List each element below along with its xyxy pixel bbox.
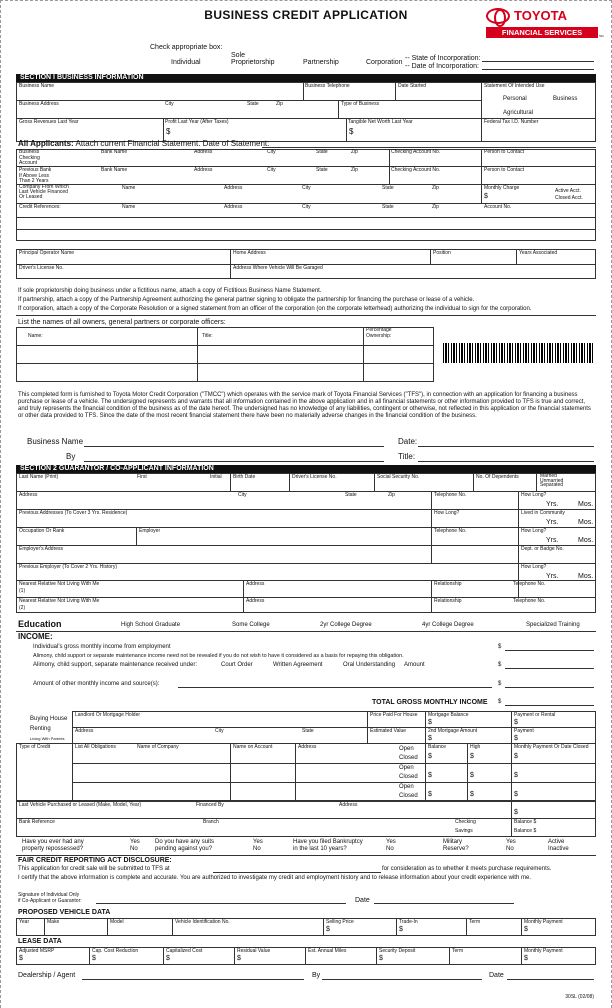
emp-addr-label: Employer's Address: [19, 546, 64, 552]
checkbox-sole[interactable]: Sole: [231, 52, 246, 59]
company-label: Name of Company: [137, 744, 179, 750]
total-income-field[interactable]: [505, 705, 594, 706]
form-code: 30SL (02/08): [565, 994, 594, 1000]
alimony-note: Alimony, child support or separate maintenance income need not be revealed if you do not wish to have it considered as a basis for repaying this obligation.: [33, 653, 404, 659]
housing-address-label: Address: [75, 728, 94, 734]
use-agricultural[interactable]: Agricultural: [503, 110, 534, 116]
note-sole: If sole proprietorship doing business under a fictitious name, attach a copy of Fictitious Business Name Statement.: [18, 288, 322, 294]
checking-label: Checking: [455, 819, 476, 825]
section2-header: SECTION 2 GUARANTOR / CO-APPLICANT INFORMATION: [16, 465, 596, 473]
dl-label: Driver's License No.: [292, 474, 337, 480]
lease-heading: LEASE DATA: [18, 938, 62, 945]
guarantor-state-label: State: [345, 492, 357, 498]
lease-monthly-label: Monthly Payment: [524, 948, 563, 954]
edu-c2[interactable]: 2yr College Degree: [320, 622, 372, 628]
sign-business-name-field[interactable]: [84, 446, 384, 447]
last-vehicle-label: Last Vehicle Purchased or Leased (Make, Model, Year): [19, 802, 142, 808]
vehicle-address-label: Address: [339, 802, 358, 808]
income-heading: INCOME:: [18, 632, 53, 641]
checking-balance: Balance $: [514, 819, 537, 825]
monthly-payment-label: Monthly Payment Or Date Closed: [514, 744, 589, 750]
bank-ref-label: Bank Reference: [19, 819, 55, 825]
statement-date-field[interactable]: [262, 147, 596, 148]
other-income-source-field[interactable]: [178, 687, 492, 688]
renting-option[interactable]: Renting: [30, 726, 51, 732]
ssn-label: Social Security No.: [377, 474, 420, 480]
military-inactive[interactable]: Inactive: [548, 846, 569, 852]
use-business[interactable]: Business: [553, 96, 578, 102]
closed-acct-option[interactable]: Closed Acct.: [555, 195, 583, 201]
dealer-agent-field[interactable]: [82, 979, 304, 980]
written-agreement-option[interactable]: Written Agreement: [273, 662, 323, 668]
sign-title-label: Title:: [398, 452, 416, 461]
income-gross-label: Individual's gross monthly income from employment: [33, 644, 171, 650]
guarantor-zip-label: Zip: [388, 492, 395, 498]
certification-text: This completed form is furnished to Toyota Motor Credit Corporation ("TMCC") which operates with the service mark of Toyota Financial Services ("TFS"), in connection with an application for financing a business purchase or lease of a vehicle. The undersigned represents and warrants that all information contained in the above application and in all financial statements or other information provided to TFS is true and correct, and truly represents the financial condition of the business as of the date hereof. The undersigned has no knowledge of any liabilities, contingent or otherwise, not reflected in this application or the financial statements or other data provided to TFS. Since the date of the most recent financial statement there have been no materially adverse changes in the financial condition of the business.: [18, 392, 591, 419]
bank-grid: [16, 149, 596, 241]
sign-title-field[interactable]: [418, 461, 594, 462]
owners-heading: List the names of all owners, general partners or corporate officers:: [18, 319, 226, 326]
position-label: Position: [433, 250, 451, 256]
note-corporation: If corporation, attach a copy of the Corporate Resolution or a signed statement from an officer of the corporation (on the corporate letterhead) authorizing the individual to sign for the corporation.: [18, 306, 532, 312]
total-income-label: TOTAL GROSS MONTHLY INCOME: [372, 699, 488, 706]
proposed-year-label: Year: [19, 919, 30, 925]
suits-no[interactable]: No: [253, 846, 261, 852]
suits-yes[interactable]: Yes: [253, 839, 263, 845]
edu-st[interactable]: Specialized Training: [526, 622, 580, 628]
fcra-certify: I certify that the above information is complete and accurate. You are authorized to investigate my credit and employment history and to release information about your credit experience with me.: [18, 875, 531, 881]
guarantor-city-label: City: [238, 492, 247, 498]
military-no[interactable]: No: [506, 846, 514, 852]
federal-tax-label: Federal Tax I.D. Number: [484, 119, 539, 125]
obligation-address-label: Address: [298, 744, 317, 750]
military-yes[interactable]: Yes: [506, 839, 516, 845]
military-question: Military: [443, 839, 462, 845]
bank-address-label: Address: [194, 149, 213, 155]
section1-header: SECTION I BUSINESS INFORMATION: [16, 74, 596, 82]
active-acct-option[interactable]: Active Acct.: [555, 188, 581, 194]
income-gross-field[interactable]: [505, 650, 594, 651]
lease-term-label: Term: [452, 948, 464, 954]
profit-label: Profit Last Year (After Taxes): [165, 119, 229, 125]
separated-option[interactable]: Separated: [540, 482, 564, 488]
principal-name-label: Principal Operator Name: [19, 250, 75, 256]
last-name-label: Last Name (Print): [19, 474, 59, 480]
company-from-label: Company From Which: [19, 184, 69, 190]
checkbox-individual[interactable]: Individual: [171, 59, 201, 66]
dealer-by-field[interactable]: [322, 979, 482, 980]
form-title: BUSINESS CREDIT APPLICATION: [204, 8, 408, 22]
bankruptcy-no[interactable]: No: [386, 846, 394, 852]
landlord-label: Landlord Or Mortgage Holder: [75, 712, 141, 718]
housing-city-label: City: [215, 728, 224, 734]
intended-use-label: Statement Of Intended Use: [484, 83, 545, 89]
obligation2-closed[interactable]: Closed: [399, 774, 418, 780]
dealer-agent-label: Dealership / Agent: [18, 972, 76, 979]
checking-no-label: Checking Account No.: [391, 149, 441, 155]
second-mortgage-label: 2nd Mortgage Amount: [428, 728, 478, 734]
security-deposit-label: Security Deposit: [379, 948, 416, 954]
fcra-date-field[interactable]: [374, 903, 514, 904]
fcra-line1b: for consideration as to whether it meets purchase requirements.: [382, 866, 552, 872]
account-no-label: Account No.: [484, 204, 512, 210]
housing-state-label: State: [302, 728, 314, 734]
sign-by-field[interactable]: [84, 461, 384, 462]
fcra-line1: This application for credit sale will be submitted to TFS at: [18, 866, 170, 872]
buying-house-option[interactable]: Buying House: [30, 716, 68, 722]
type-of-business-label: Type of Business: [341, 101, 380, 107]
initial-label: Initial: [210, 474, 222, 480]
education-label: Education: [18, 619, 62, 629]
checkbox-proprietorship: Proprietorship: [231, 59, 275, 66]
profit-dollar: $: [166, 127, 171, 136]
payment-rental-label: Payment or Rental: [514, 712, 556, 718]
balance-label: Balance: [428, 744, 447, 750]
repossessed-yes[interactable]: Yes: [130, 839, 140, 845]
years-associated-label: Years Associated: [519, 250, 558, 256]
price-paid-label: Price Paid For House: [370, 712, 418, 718]
obligations-label: List All Obligations: [75, 744, 116, 750]
date-inc-field[interactable]: [482, 69, 594, 70]
prev-addr-label: Previous Addresses (To Cover 3 Yrs. Residence): [19, 510, 128, 516]
city-label: City: [165, 101, 174, 107]
state-inc-label: -- State of Incorporation:: [405, 55, 481, 62]
housing-payment-label: Payment: [514, 728, 534, 734]
credit-refs-label: Credit References:: [19, 204, 61, 210]
fcra-location-field[interactable]: [213, 872, 381, 873]
signature-field[interactable]: [96, 903, 346, 904]
state-inc-field[interactable]: [482, 61, 594, 62]
section2-grid: [16, 473, 596, 613]
obligation1-closed[interactable]: Closed: [399, 755, 418, 761]
prev-addr-how-long: How Long?: [434, 510, 460, 516]
gross-revenues-label: Gross Revenues Last Year: [19, 119, 79, 125]
proposed-term-label: Term: [469, 919, 481, 925]
note-partnership: If partnership, attach a copy of the Partnership Agreement authorizing the general partner signing to obligate the partnership for financing the purchase or lease of a vehicle.: [18, 297, 475, 303]
relative2-label: Nearest Relative Not Living With Me: [19, 598, 100, 604]
branch-label: Branch: [203, 819, 219, 825]
edu-sc[interactable]: Some College: [232, 622, 270, 628]
sign-date-field[interactable]: [418, 446, 594, 447]
married-option[interactable]: Married: [540, 473, 557, 479]
logo-subtitle: FINANCIAL SERVICES: [486, 27, 598, 38]
edu-c4[interactable]: 4yr College Degree: [422, 622, 474, 628]
fcra-date-label: Date: [355, 897, 370, 904]
proposed-grid: [16, 918, 596, 936]
obligation2-open[interactable]: Open: [399, 765, 414, 771]
prev-bank-label: Previous Bank: [19, 167, 52, 173]
residual-label: Residual Value: [237, 948, 271, 954]
prev-bank-name-label: Bank Name: [101, 167, 128, 173]
owner-name-label: Name:: [28, 333, 43, 339]
home-address-label: Home Address: [233, 250, 266, 256]
tangible-label: Tangible Net Worth Last Year: [348, 119, 413, 125]
toyota-emblem-icon: [486, 8, 510, 24]
oral-understanding-option[interactable]: Oral Understanding: [343, 662, 396, 668]
check-label: Check appropriate box:: [150, 44, 223, 51]
alimony-amount-label: Amount: [404, 662, 425, 668]
applicants-sub: Attach current Financial Statement. Date of Statement:: [75, 139, 270, 148]
applicants-heading: All Applicants:: [18, 139, 74, 148]
alimony-amount-field[interactable]: [505, 668, 594, 669]
savings-balance: Balance $: [514, 828, 537, 834]
name-acct-label: Name on Account: [233, 744, 273, 750]
first-label: First: [137, 474, 147, 480]
other-income-field[interactable]: [505, 687, 594, 688]
bank-name-label: Bank Name: [101, 149, 128, 155]
annual-miles-label: Est. Annual Miles: [308, 948, 347, 954]
obligations-grid: [16, 743, 596, 801]
employer-telephone-label: Telephone No.: [434, 528, 467, 534]
company-name-label: Name: [122, 185, 136, 191]
proposed-monthly-label: Monthly Payment: [524, 919, 563, 925]
guarantor-telephone-label: Telephone No.: [434, 492, 467, 498]
obligation1-open[interactable]: Open: [399, 746, 414, 752]
sign-date-label: Date:: [398, 437, 418, 446]
cap-reduction-label: Cap. Cost Reduction: [92, 948, 139, 954]
sign-business-name-label: Business Name: [27, 437, 84, 446]
date-started-label: Date Started: [398, 83, 427, 89]
guarantor-address-label: Address: [19, 492, 38, 498]
proposed-heading: PROPOSED VEHICLE DATA: [18, 909, 111, 916]
how-long-label: How Long?: [521, 492, 547, 498]
checkbox-corporation[interactable]: Corporation: [366, 59, 403, 66]
bankruptcy-question: Have you filed Bankruptcy: [293, 839, 363, 845]
dealer-date-field[interactable]: [507, 979, 594, 980]
employer-label: Employer: [139, 528, 161, 534]
dealer-date-label: Date: [489, 972, 504, 979]
owner-pct-label: Percentage: [366, 327, 392, 333]
living-with-parents-option[interactable]: Living With Parents: [30, 736, 65, 741]
owner-title-label: Title:: [202, 333, 213, 339]
unmarried-option[interactable]: Unmarried: [540, 477, 564, 484]
birth-date-label: Birth Date: [233, 474, 256, 480]
proposed-model-label: Model: [110, 919, 124, 925]
est-value-label: Estimated Value: [370, 728, 407, 734]
prev-emp-label: Previous Employer (To Cover 2 Yrs. History): [19, 564, 117, 570]
logo-name: TOYOTA: [514, 8, 567, 23]
dealer-by-label: By: [312, 972, 321, 979]
dependents-label: No. Of Dependents: [476, 474, 519, 480]
financed-by-label: Financed By: [196, 802, 224, 808]
zip-label: Zip: [276, 101, 283, 107]
garaged-label: Address Where Vehicle Will Be Garaged: [233, 265, 323, 271]
date-inc-label: -- Date of Incorporation:: [405, 63, 479, 70]
proposed-vin-label: Vehicle Identification No.: [175, 919, 230, 925]
savings-label: Savings: [455, 828, 473, 834]
edu-hs[interactable]: High School Graduate: [121, 622, 181, 628]
military-active[interactable]: Active: [548, 839, 565, 845]
bank-state-label: State: [316, 149, 328, 155]
other-income-label: Amount of other monthly income and source(s):: [33, 681, 160, 687]
lived-label: Lived in Community: [521, 510, 565, 516]
business-telephone-label: Business Telephone: [305, 83, 350, 89]
barcode-image: [443, 343, 595, 363]
signature-label: Signature of Individual Only: [18, 892, 80, 898]
obligation3-closed[interactable]: Closed: [399, 793, 418, 799]
bankruptcy-yes[interactable]: Yes: [386, 839, 396, 845]
contact-label: Person to Contact: [484, 149, 525, 155]
dept-label: Dept. or Badge No.: [521, 546, 564, 552]
license-label: Driver's License No.: [19, 265, 64, 271]
selling-price-label: Selling Price: [326, 919, 354, 925]
trade-in-label: Trade-In: [399, 919, 418, 925]
court-order-option[interactable]: Court Order: [221, 662, 253, 668]
monthly-charge-label: Monthly Charge: [484, 185, 520, 191]
repossessed-no[interactable]: No: [130, 846, 138, 852]
repossessed-question: Have you ever had any: [22, 839, 84, 845]
state-label: State: [247, 101, 259, 107]
bank-zip-label: Zip: [351, 149, 358, 155]
toyota-logo: [478, 6, 606, 42]
type-credit-label: Type of Credit: [19, 744, 51, 750]
obligation3-open[interactable]: Open: [399, 784, 414, 790]
relative1-label: Nearest Relative Not Living With Me: [19, 581, 100, 587]
logo-sm: SM: [599, 34, 604, 38]
alimony-received: Alimony, child support, separate maintenance received under:: [33, 662, 197, 668]
fcra-heading: FAIR CREDIT REPORTING ACT DISCLOSURE:: [18, 857, 172, 864]
tangible-dollar: $: [349, 127, 354, 136]
sign-by-label: By: [66, 452, 76, 461]
checkbox-partnership[interactable]: Partnership: [303, 59, 339, 66]
cap-cost-label: Capitalized Cost: [166, 948, 203, 954]
business-address-label: Business Address: [19, 101, 59, 107]
proposed-make-label: Make: [47, 919, 60, 925]
business-name-label: Business Name: [19, 83, 55, 89]
msrp-label: Adjusted MSRP: [19, 948, 55, 954]
bank-city-label: City: [267, 149, 276, 155]
high-label: High: [470, 744, 481, 750]
use-personal[interactable]: Personal: [503, 96, 527, 102]
suits-question: Do you have any suits: [155, 839, 215, 845]
mortgage-balance-label: Mortgage Balance: [428, 712, 469, 718]
occupation-label: Occupation Or Rank: [19, 528, 65, 534]
business-checking-label: Business: [19, 149, 40, 155]
